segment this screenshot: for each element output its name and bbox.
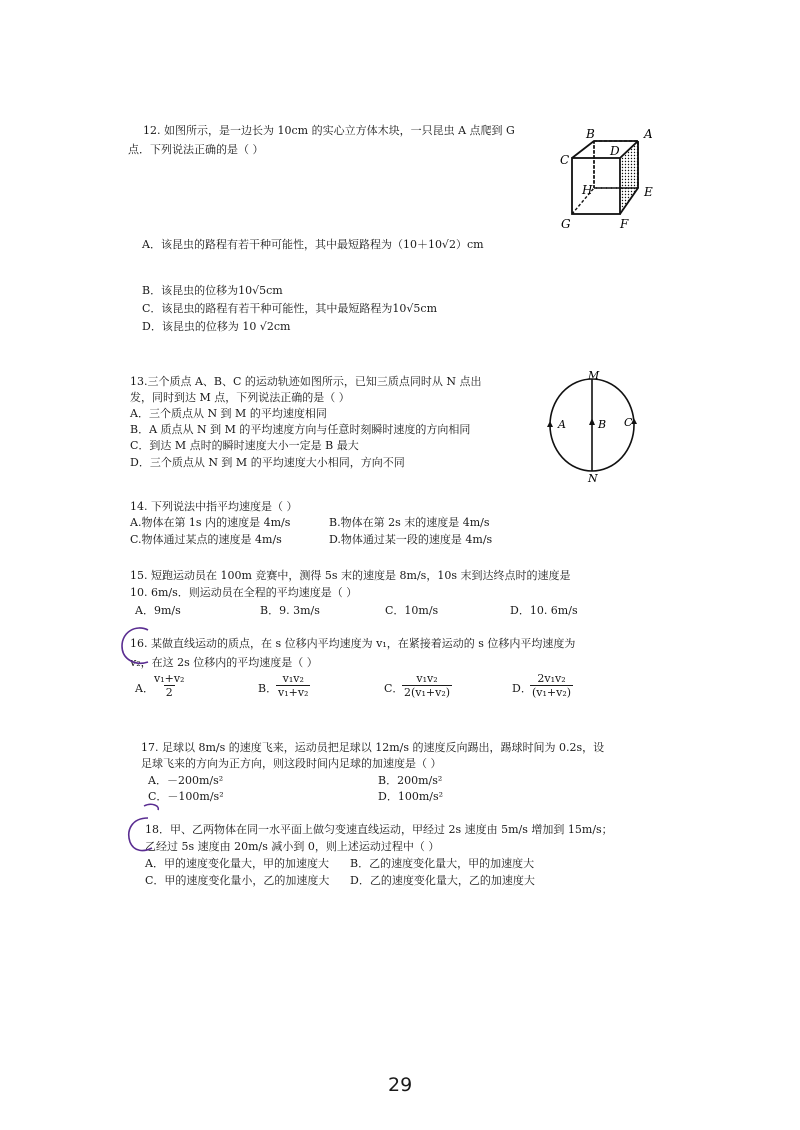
traj-label-a: A: [558, 418, 566, 431]
handwritten-circle-18: [122, 800, 168, 858]
q15-stem-line1: 15. 短跑运动员在 100m 竞赛中，测得 5s 末的速度是 8m/s，10s 末到达终点时的速度是: [130, 569, 571, 582]
q16-option-c-denominator: 2(v₁+v₂): [404, 686, 451, 699]
q15-option-a: A．9m/s: [135, 604, 181, 617]
q14-option-c: C.物体通过某点的速度是 4m/s: [130, 533, 282, 546]
q18-option-b: B．乙的速度变化量大，甲的加速度大: [350, 857, 535, 870]
traj-label-b: B: [598, 418, 607, 431]
q12-stem-line1: 12. 如图所示，是一边长为 10cm 的实心立方体木块，一只昆虫 A 点爬到 G: [143, 124, 515, 137]
q13-option-d: D．三个质点从 N 到 M 的平均速度大小相同，方向不同: [130, 456, 405, 469]
q13-stem-line1: 13.三个质点 A、B、C 的运动轨迹如图所示，已知三质点同时从 N 点出: [130, 375, 482, 388]
q16-stem-line1: 16. 某做直线运动的质点，在 s 位移内平均速度为 v₁，在紧接着运动的 s 位移内平均速度为: [130, 637, 576, 650]
q18-stem-line2: 乙经过 5s 速度由 20m/s 减小到 0，则上述运动过程中（ ）: [145, 840, 440, 853]
q16-option-b-label: B．: [258, 682, 278, 695]
q16-option-d-denominator: (v₁+v₂): [532, 686, 572, 699]
q12-option-d: D．该昆虫的位移为 10 √2cm: [142, 320, 291, 333]
q15-option-d: D．10. 6m/s: [510, 604, 578, 617]
q13-option-a: A．三个质点从 N 到 M 的平均速度相同: [130, 407, 327, 420]
cube-label-b: B: [586, 127, 595, 141]
q17-option-c: C．－100m/s²: [148, 790, 224, 803]
q16-option-c-fraction: [402, 672, 452, 699]
cube-label-g: G: [561, 217, 571, 231]
q18-stem-line1: 18．甲、乙两物体在同一水平面上做匀变速直线运动，甲经过 2s 速度由 5m/s 增加到 15m/s；: [145, 823, 613, 836]
q13-stem-line2: 发，同时到达 M 点，下列说法正确的是（ ）: [130, 391, 350, 404]
q15-option-c: C．10m/s: [385, 604, 439, 617]
q17-stem-line2: 足球飞来的方向为正方向，则这段时间内足球的加速度是（ ）: [141, 757, 442, 770]
q14-option-a: A.物体在第 1s 内的速度是 4m/s: [130, 516, 291, 529]
page-number: 29: [388, 1074, 413, 1096]
q16-option-d-label: D．: [512, 682, 532, 695]
cube-label-f: F: [620, 217, 629, 231]
q12-option-b: B．该昆虫的位移为10√5cm: [142, 284, 283, 297]
q16-option-b-denominator: v₁+v₂: [278, 686, 309, 699]
q16-option-a-numerator: v₁+v₂: [154, 672, 185, 685]
q13-option-c: C．到达 M 点时的瞬时速度大小一定是 B 最大: [130, 439, 359, 452]
q12-option-a: A．该昆虫的路程有若干种可能性，其中最短路程为（10＋10√2）cm: [142, 238, 484, 251]
q16-option-b-fraction: [276, 672, 310, 699]
q17-option-b: B．200m/s²: [378, 774, 443, 787]
q12-stem-line2: 点．下列说法正确的是（ ）: [128, 143, 264, 156]
traj-label-c: C: [624, 416, 633, 429]
q14-option-b: B.物体在第 2s 末的速度是 4m/s: [329, 516, 490, 529]
q18-option-c: C．甲的速度变化量小，乙的加速度大: [145, 874, 330, 887]
q18-option-a: A．甲的速度变化量大，甲的加速度大: [145, 857, 329, 870]
q16-option-b-numerator: v₁v₂: [282, 672, 304, 685]
q15-option-b: B．9. 3m/s: [260, 604, 320, 617]
q16-option-c-label: C．: [384, 682, 404, 695]
cube-label-d: D: [610, 144, 620, 158]
q13-option-b: B．A 质点从 N 到 M 的平均速度方向与任意时刻瞬时速度的方向相同: [130, 423, 471, 436]
traj-label-n: N: [588, 472, 598, 484]
q14-option-d: D.物体通过某一段的速度是 4m/s: [329, 533, 493, 546]
q17-option-a: A．－200m/s²: [148, 774, 224, 787]
cube-label-a: A: [644, 127, 653, 141]
q16-stem-line2: v₂，在这 2s 位移内的平均速度是（ ）: [130, 656, 318, 669]
q12-option-c: C．该昆虫的路程有若干种可能性，其中最短路程为10√5cm: [142, 302, 438, 315]
q16-option-a-label: A．: [135, 682, 154, 695]
q16-option-d-fraction: [530, 672, 573, 699]
q18-option-d: D．乙的速度变化量大，乙的加速度大: [350, 874, 535, 887]
cube-figure: [558, 124, 668, 234]
q16-option-a-denominator: 2: [165, 686, 173, 699]
cube-label-h: H: [582, 183, 593, 197]
q16-option-a-fraction: [152, 672, 186, 699]
q17-option-d: D．100m/s²: [378, 790, 444, 803]
q16-option-d-numerator: 2v₁v₂: [537, 672, 566, 685]
trajectory-figure: [540, 370, 640, 484]
handwritten-circle-16: [118, 624, 158, 668]
q15-stem-line2: 10. 6m/s．则运动员在全程的平均速度是（ ）: [130, 586, 358, 599]
cube-label-c: C: [560, 153, 570, 167]
q16-option-c-numerator: v₁v₂: [416, 672, 438, 685]
q14-stem: 14. 下列说法中指平均速度是（ ）: [130, 500, 298, 513]
q17-stem-line1: 17. 足球以 8m/s 的速度飞来，运动员把足球以 12m/s 的速度反向踢出，踢球时间为 0.2s，设: [141, 741, 605, 754]
traj-label-m: M: [588, 370, 600, 382]
cube-label-e: E: [644, 185, 653, 199]
